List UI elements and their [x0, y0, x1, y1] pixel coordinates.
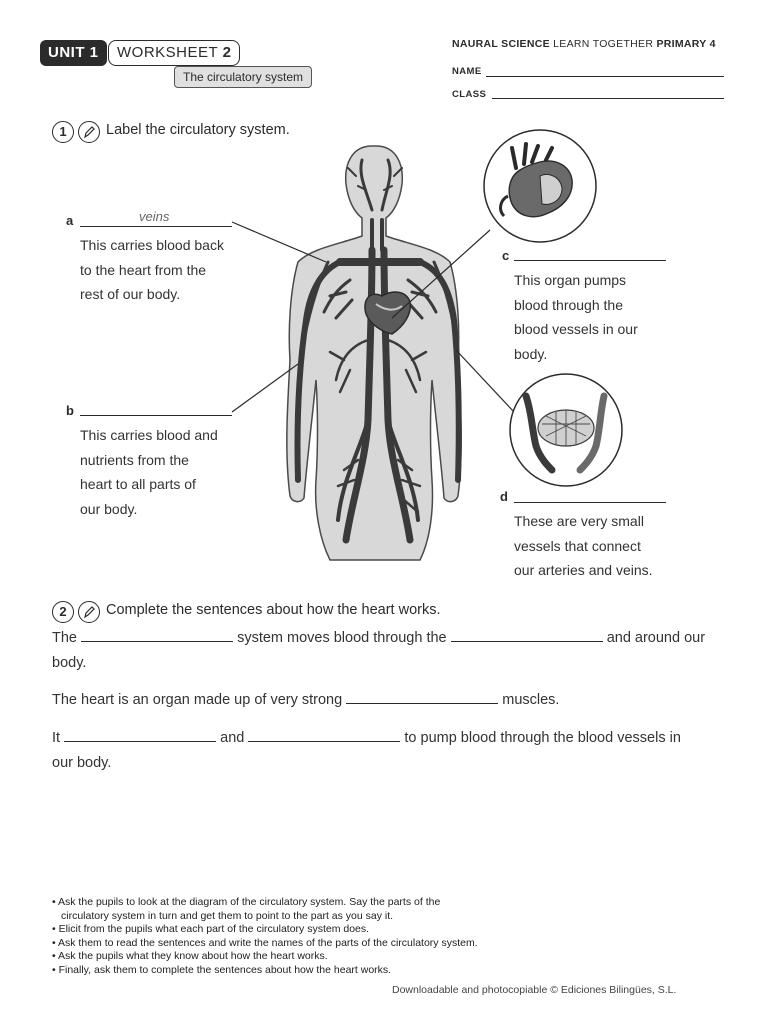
exercise-1-title: Label the circulatory system. [106, 122, 290, 138]
sentence-3-part: to pump blood through the blood vessels in [404, 730, 681, 746]
teacher-note-text: Finally, ask them to complete the sentences about how the heart works. [58, 963, 392, 976]
sentence-2-blank[interactable] [346, 689, 498, 704]
exercise-2-number: 2 [52, 601, 74, 623]
teacher-note: • Ask them to read the sentences and write the names of the parts of the circulatory system. [52, 936, 478, 949]
label-d-desc-line: our arteries and veins. [514, 562, 653, 578]
label-b-desc-line: This carries blood and [80, 427, 218, 443]
sentence-1-part: system moves blood through the [237, 630, 447, 646]
teacher-note-continued: circulatory system in turn and get them to point to the part as you say it. [61, 909, 394, 922]
sentence-1-part: The [52, 630, 77, 646]
label-b-desc-line: our body. [80, 500, 138, 517]
teacher-note-text: Elicit from the pupils what each part of the circulatory system does. [58, 923, 370, 935]
pencil-icon [78, 601, 100, 623]
label-d-desc-line: vessels that connect [514, 537, 641, 554]
pencil-icon-graphic [79, 602, 99, 622]
teacher-note-text: Ask them to read the sentences and write the names of the parts of the circulatory system. [58, 936, 478, 949]
topic-badge: The circulatory system [174, 66, 312, 88]
label-a-letter: a [66, 213, 74, 228]
name-label: NAME [452, 66, 482, 77]
sentence-1-blank-2[interactable] [451, 627, 603, 642]
worksheet-number: 2 [222, 44, 232, 61]
teacher-note: • Finally, ask them to complete the sentences about how the heart works. [52, 963, 392, 976]
label-c-desc-line: blood through the [514, 296, 623, 313]
label-c-desc-line: This organ pumps [514, 272, 627, 288]
label-b-desc-line: nutrients from the [80, 451, 189, 468]
sentence-1-line-1 [52, 626, 732, 651]
sentence-3-part: It [52, 730, 61, 746]
sentence-2-part: muscles. [502, 692, 560, 708]
subject-name: NAURAL SCIENCE [452, 38, 550, 50]
label-c-desc-line: blood vessels in our [514, 321, 638, 337]
teacher-note: • Ask the pupils to look at the diagram of the circulatory system. Say the parts of the [52, 896, 441, 908]
unit-badge: UNIT 1 [40, 40, 107, 66]
worksheet-word: WORKSHEET [117, 44, 218, 61]
teacher-note-text: Ask the pupils to look at the diagram of the circulatory system. Say the parts of the [58, 896, 441, 908]
exercise-2-title: Complete the sentences about how the heart works. [106, 602, 441, 618]
sentence-3-part: and [220, 730, 245, 746]
teacher-note: • Ask the pupils what they know about how the heart works. [52, 950, 328, 962]
heart-inset [484, 130, 596, 242]
sentence-1-blank-1[interactable] [81, 627, 233, 642]
sentence-3-blank-2[interactable] [248, 727, 400, 742]
sentence-1-part: and around our [606, 630, 706, 646]
label-a-desc-line: This carries blood back [80, 237, 224, 253]
copyright-footer: Downloadable and photocopiable © Ediciones Bilingües, S.L. [392, 984, 677, 996]
label-c-desc-line: body. [514, 345, 548, 362]
sentence-3-line-1 [52, 726, 732, 751]
label-d-letter: d [500, 489, 508, 504]
sentence-1-line-2: body. [52, 654, 87, 671]
class-label: CLASS [452, 89, 487, 100]
sentence-3-line-2: our body. [52, 754, 112, 771]
sentence-1 [52, 626, 732, 675]
label-c-letter: c [502, 248, 510, 263]
sentence-2 [52, 688, 559, 713]
label-d-desc-line: These are very small [514, 513, 644, 529]
teacher-notes [52, 896, 478, 977]
subject-level: PRIMARY 4 [656, 38, 716, 50]
label-b-desc-line: heart to all parts of [80, 476, 196, 492]
body-silhouette [287, 146, 461, 560]
teacher-note-text: Ask the pupils what they know about how the heart works. [58, 950, 328, 962]
label-a-desc-line: rest of our body. [80, 286, 181, 302]
subject-series: LEARN TOGETHER [553, 38, 654, 50]
label-a-desc-line: to the heart from the [80, 261, 207, 278]
sentence-2-part: The heart is an organ made up of very strong [52, 692, 343, 708]
label-b-letter: b [66, 403, 74, 418]
sentence-3-blank-1[interactable] [64, 727, 216, 742]
capillaries-inset [510, 374, 622, 486]
exercise-1-number: 1 [52, 121, 74, 143]
teacher-note: • Elicit from the pupils what each part of the circulatory system does. [52, 923, 370, 935]
label-a-answer: veins [139, 209, 170, 224]
sentence-3 [52, 726, 732, 775]
